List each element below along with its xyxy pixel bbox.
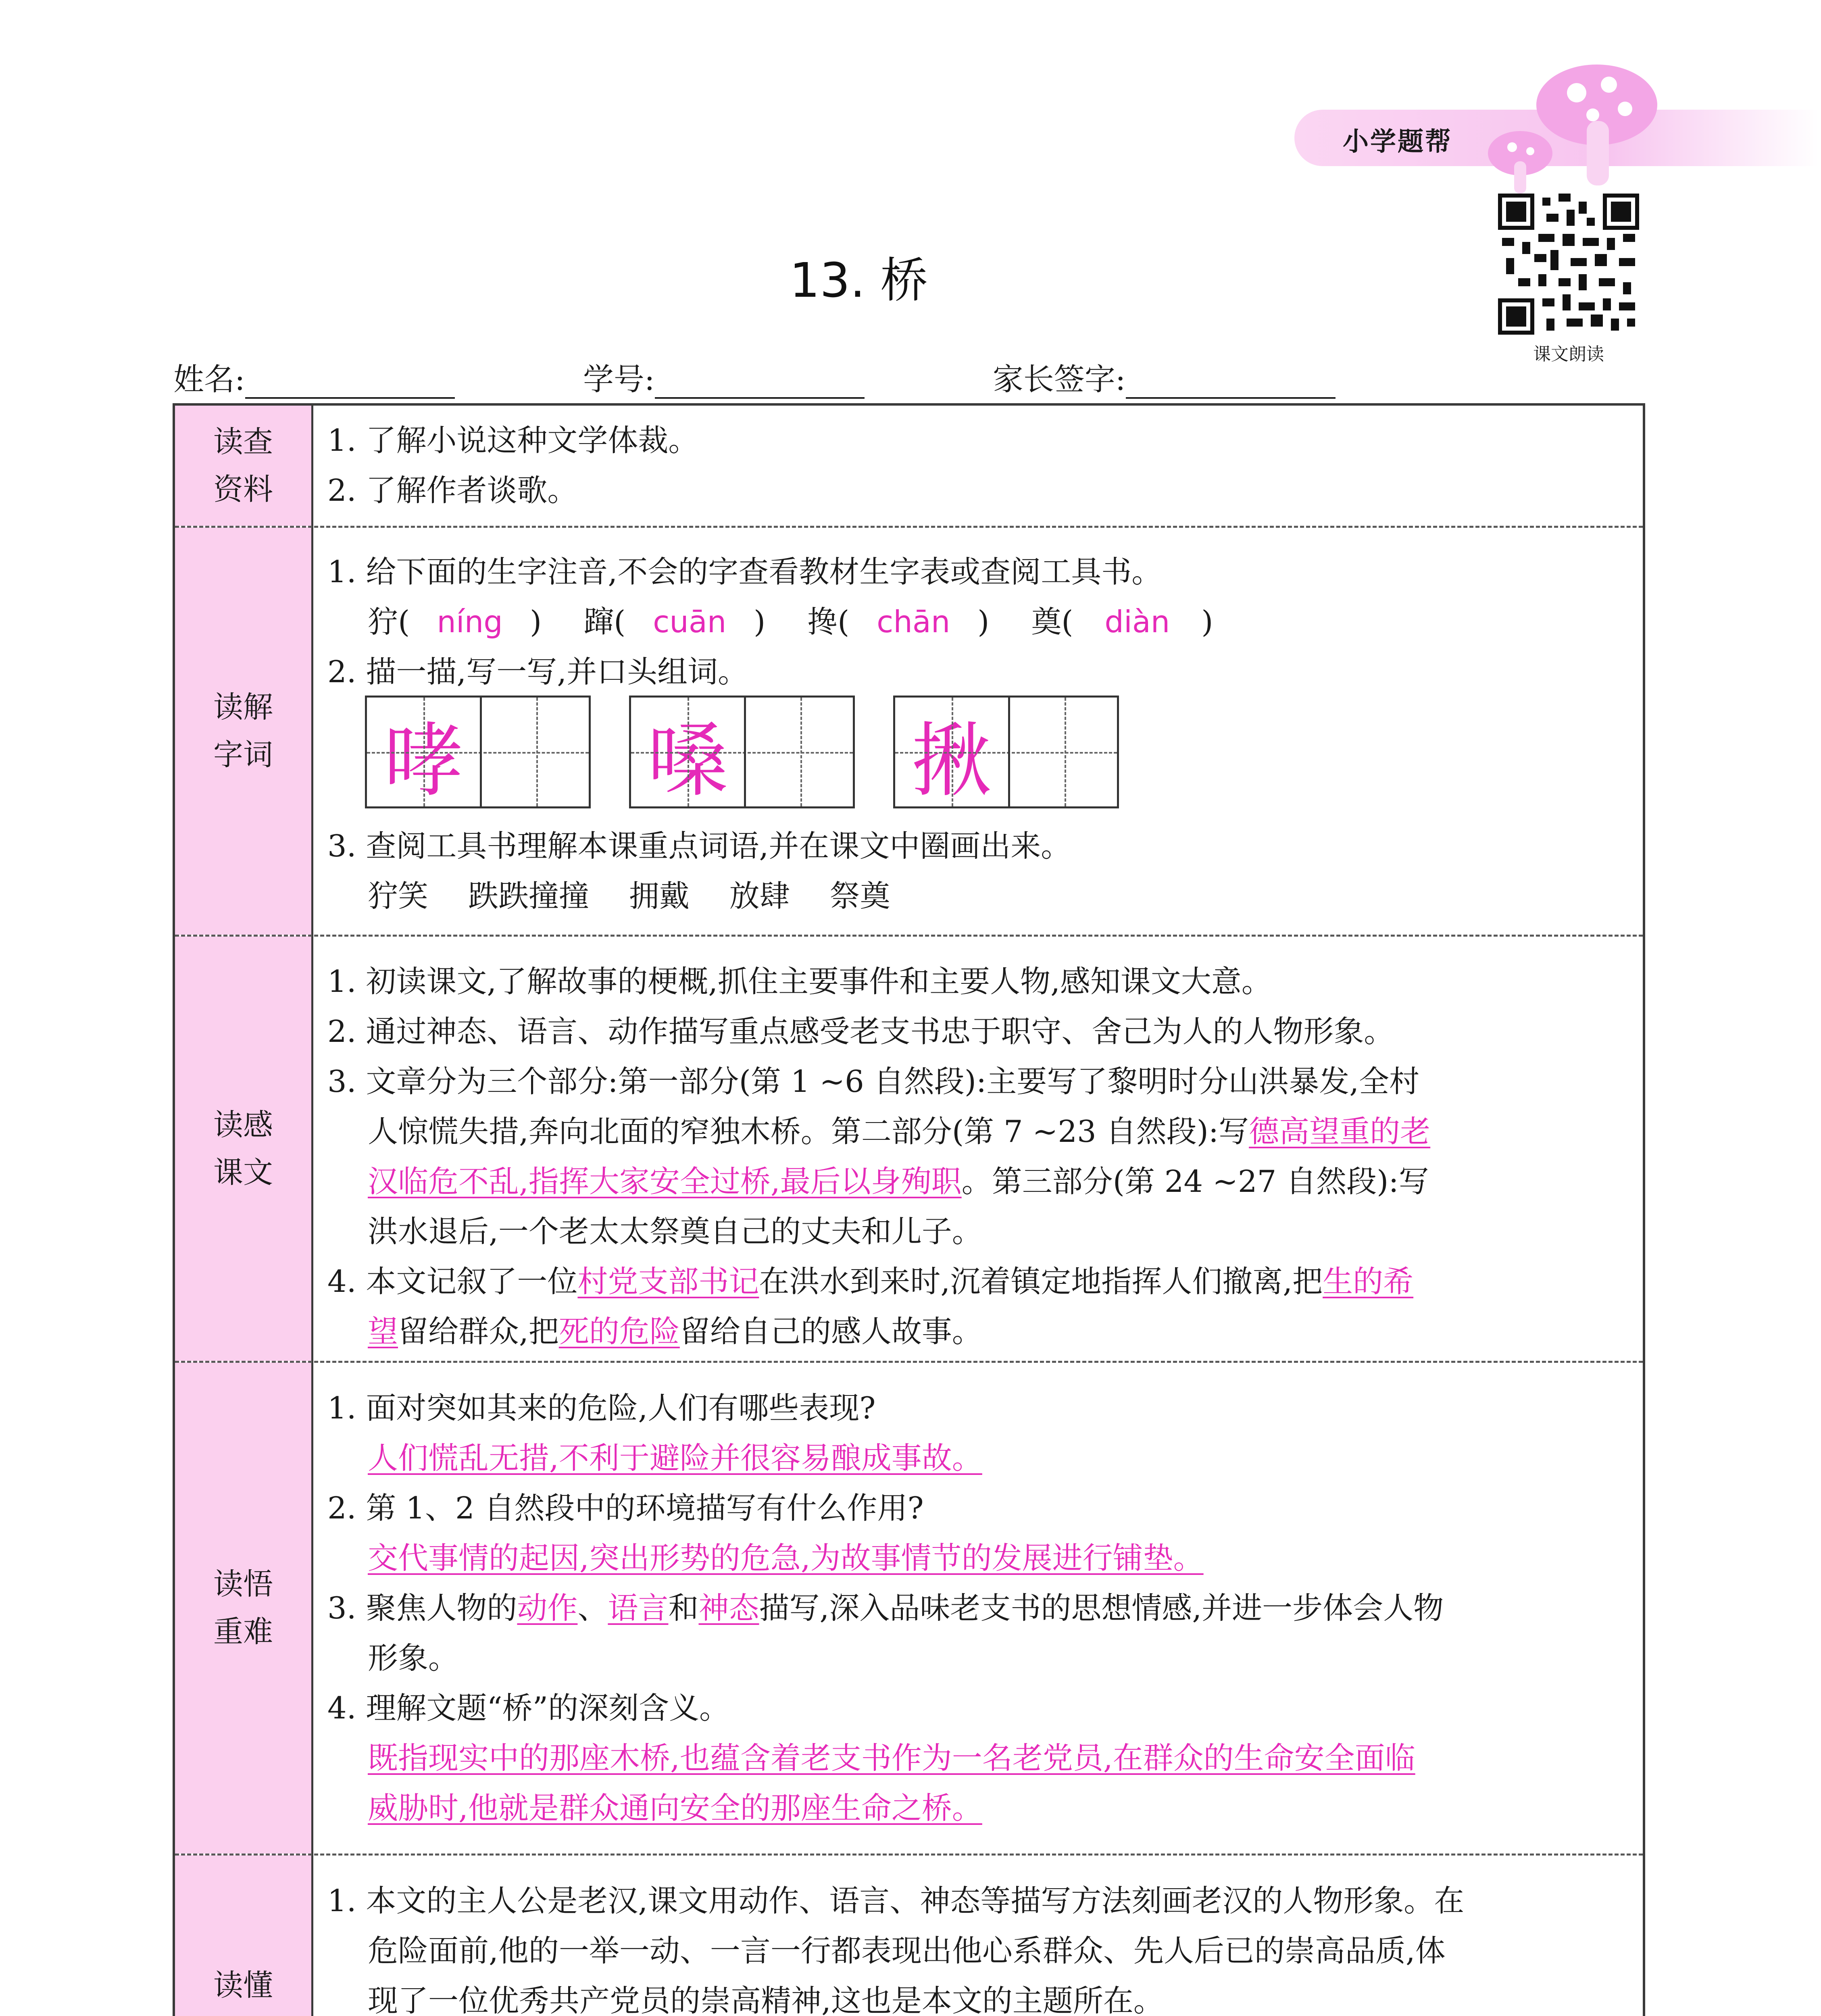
- text-fragment: 和: [668, 1590, 699, 1626]
- vocabulary-row: [327, 871, 1630, 921]
- text-line: [327, 1156, 1630, 1206]
- name-label: 姓名:: [173, 361, 245, 397]
- question: 4. 理解文题“桥”的深刻含义。: [327, 1690, 730, 1726]
- section-label-text: 读感课文: [213, 1107, 273, 1190]
- qr-caption: 课文朗读: [1533, 344, 1604, 364]
- text-content: [327, 956, 1630, 1356]
- name-field[interactable]: [245, 369, 455, 399]
- text-fragment: 3. 聚焦人物的: [327, 1590, 517, 1626]
- tracing-grid[interactable]: [365, 696, 591, 808]
- grid-guide: [688, 698, 689, 806]
- signature-label: 家长签字:: [992, 361, 1126, 397]
- id-field[interactable]: [655, 369, 865, 399]
- column-divider: [311, 403, 313, 2016]
- method-content: [327, 1876, 1630, 2016]
- open-paren: (: [398, 604, 410, 639]
- mushroom-icon: [1476, 60, 1661, 198]
- grid-guide: [1065, 698, 1066, 806]
- vocab-word: 拥戴: [629, 878, 690, 914]
- method-line: 危险面前,他的一举一动、一言一行都表现出他心系群众、先人后已的崇高品质,体: [368, 1933, 1446, 1968]
- answer-text: 交代事情的起因,突出形势的危急,为故事情节的发展进行铺垫。: [368, 1540, 1204, 1576]
- tracing-grid[interactable]: [629, 696, 855, 808]
- qr-code-icon[interactable]: [1498, 194, 1639, 335]
- answer-text: 语言: [608, 1590, 669, 1626]
- lesson-title: 13. 桥: [790, 252, 928, 308]
- section-label-research: 读查资料: [213, 425, 273, 507]
- text-line: 2. 通过神态、语言、动作描写重点感受老支书忠于职守、舍己为人的人物形象。: [327, 1014, 1394, 1049]
- trace-char: 嗓: [647, 714, 728, 808]
- section-label-difficulty: 读悟重难: [213, 1567, 273, 1649]
- question-continued: 形象。: [368, 1640, 459, 1676]
- research-content: [327, 415, 1630, 515]
- brand-name: 小学题帮: [1343, 127, 1452, 157]
- row-divider: [175, 935, 1643, 937]
- pinyin-answer[interactable]: cuān: [653, 604, 727, 639]
- method-line: 1. 本文的主人公是老汉,课文用动作、语言、神态等描写方法刻画老汉的人物形象。在: [327, 1883, 1465, 1918]
- text-line: 洪水退后,一个老太太祭奠自己的丈夫和儿子。: [368, 1214, 982, 1249]
- open-paren: (: [838, 604, 850, 639]
- answer-text: 威胁时,他就是群众通向安全的那座生命之桥。: [368, 1790, 982, 1826]
- answer-text: 德高望重的老: [1249, 1114, 1431, 1149]
- pinyin-char: 蹿: [583, 604, 614, 639]
- text-fragment: 描写,深入品味老支书的思想情感,并进一步体会人物: [759, 1590, 1444, 1626]
- vocab-word: 狞笑: [368, 878, 429, 914]
- question: 1. 面对突如其来的危险,人们有哪些表现?: [327, 1390, 876, 1426]
- characters-content-lower: [327, 821, 1630, 921]
- research-item: 2. 了解作者谈歌。: [327, 473, 578, 508]
- answer-text: 神态: [698, 1590, 759, 1626]
- grid-guide: [800, 698, 802, 806]
- answer-text: 人们慌乱无措,不利于避险并很容易酿成事故。: [368, 1440, 982, 1476]
- label-cell-text: [175, 936, 311, 1361]
- close-paren: ): [754, 604, 766, 639]
- text-fragment: 4. 本文记叙了一位: [327, 1264, 578, 1299]
- tracing-grid[interactable]: [893, 696, 1119, 808]
- trace-char: 揪: [911, 714, 992, 808]
- pinyin-answer[interactable]: diàn: [1104, 604, 1170, 639]
- answer-line: [327, 1533, 1630, 1583]
- row-divider: [175, 526, 1643, 528]
- question: 2. 第 1、2 自然段中的环境描写有什么作用?: [327, 1490, 924, 1526]
- label-cell-characters: [175, 527, 311, 935]
- pinyin-char: 奠: [1031, 604, 1062, 639]
- grid-divider: [1008, 698, 1010, 806]
- characters-content: [327, 547, 1630, 697]
- answer-text: 动作: [517, 1590, 578, 1626]
- trace-char: 哮: [383, 714, 464, 808]
- label-cell-research: [175, 406, 311, 526]
- vocabulary-instruction: 3. 查阅工具书理解本课重点词语,并在课文中圈画出来。: [327, 828, 1071, 864]
- answer-line: [327, 1433, 1630, 1483]
- grid-guide: [895, 752, 1117, 754]
- text-fragment: 留给自己的感人故事。: [679, 1314, 982, 1349]
- tracing-instruction: 2. 描一描,写一写,并口头组词。: [327, 654, 748, 689]
- open-paren: (: [1061, 604, 1073, 639]
- answer-line: [327, 1783, 1630, 1833]
- answer-text: 汉临危不乱,指挥大家安全过桥,最后以身殉职: [368, 1164, 962, 1199]
- text-line: [327, 1106, 1630, 1156]
- vocab-word: 祭奠: [829, 878, 890, 914]
- close-paren: ): [977, 604, 990, 639]
- label-cell-method: [175, 1855, 311, 2016]
- pinyin-char: 狞: [368, 604, 398, 639]
- answer-line: [327, 1733, 1630, 1783]
- pinyin-answer[interactable]: níng: [437, 604, 503, 639]
- difficulty-content: [327, 1383, 1630, 1833]
- text-fragment: 留给群众,把: [398, 1314, 559, 1349]
- pinyin-answer[interactable]: chān: [877, 604, 950, 639]
- grid-guide: [367, 752, 589, 754]
- grid-guide: [631, 752, 853, 754]
- answer-text: 既指现实中的那座木桥,也蕴含着老支书作为一名老党员,在群众的生命安全面临: [368, 1740, 1415, 1776]
- student-info-row: [173, 355, 1336, 399]
- pinyin-row: [327, 597, 1630, 647]
- answer-text: 村党支部书记: [577, 1264, 759, 1299]
- text-fragment: 、: [577, 1590, 608, 1626]
- text-line: [327, 1306, 1630, 1356]
- text-line: [327, 1256, 1630, 1306]
- section-label-characters: 读解字词: [213, 690, 273, 772]
- text-fragment: 人惊慌失措,奔向北面的窄独木桥。第二部分(第 7 ~23 自然段):写: [368, 1114, 1249, 1149]
- answer-text: 望: [368, 1314, 398, 1349]
- pinyin-instruction: 1. 给下面的生字注音,不会的字查看教材生字表或查阅工具书。: [327, 554, 1162, 589]
- grid-divider: [744, 698, 746, 806]
- row-divider: [175, 1361, 1643, 1363]
- text-line: 1. 初读课文,了解故事的梗概,抓住主要事件和主要人物,感知课文大意。: [327, 964, 1272, 999]
- section-label-method: 读懂: [213, 1968, 273, 2003]
- vocab-word: 放肆: [729, 878, 790, 914]
- row-divider: [175, 1854, 1643, 1856]
- label-cell-difficulty: [175, 1362, 311, 1854]
- id-label: 学号:: [583, 361, 655, 397]
- grid-divider: [480, 698, 482, 806]
- signature-field[interactable]: [1126, 369, 1336, 399]
- pinyin-char: 搀: [807, 604, 838, 639]
- answer-text: 生的希: [1323, 1264, 1414, 1299]
- text-fragment: 。第三部分(第 24 ~27 自然段):写: [961, 1164, 1429, 1199]
- grid-guide: [536, 698, 538, 806]
- text-line: 3. 文章分为三个部分:第一部分(第 1 ~6 自然段):主要写了黎明时分山洪暴发,全村: [327, 1064, 1420, 1099]
- answer-text: 死的危险: [558, 1314, 680, 1349]
- grid-guide: [952, 698, 953, 806]
- method-line: 现了一位优秀共产党员的崇高精神,这也是本文的主题所在。: [368, 1983, 1164, 2016]
- open-paren: (: [614, 604, 626, 639]
- text-fragment: 在洪水到来时,沉着镇定地指挥人们撤离,把: [759, 1264, 1323, 1299]
- grid-guide: [423, 698, 425, 806]
- research-item: 1. 了解小说这种文学体裁。: [327, 423, 699, 458]
- vocab-word: 跌跌撞撞: [468, 878, 589, 914]
- close-paren: ): [1201, 604, 1213, 639]
- question: [327, 1583, 1630, 1633]
- close-paren: ): [529, 604, 542, 639]
